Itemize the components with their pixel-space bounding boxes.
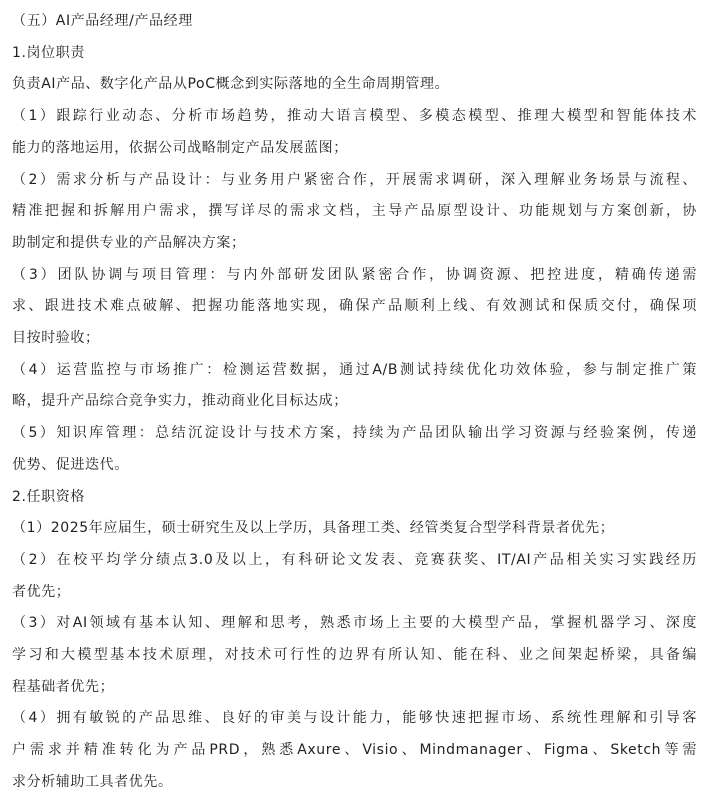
paragraph-line: （1）2025年应届生，硕士研究生及以上学历，具备理工类、经管类复合型学科背景者优先；: [12, 520, 615, 537]
qualification-item-2: [12, 545, 697, 608]
responsibility-item-5: [12, 418, 697, 481]
responsibilities-heading: 1.岗位职责: [12, 44, 85, 61]
responsibility-item-2: [12, 165, 697, 260]
paragraph-line: 求、跟进技术难点破解、把握功能落地实现，确保产品顺利上线、有效测试和保质交付，确保项: [12, 298, 697, 315]
paragraph-line: （4）运营监控与市场推广：检测运营数据，通过A/B测试持续优化功效体验，参与制定推广策: [12, 361, 697, 378]
qualification-item-1: [12, 513, 697, 545]
paragraph-line: （3）团队协调与项目管理：与内外部研发团队紧密合作，协调资源、把控进度，精确传递需: [12, 266, 697, 283]
paragraph-line: （2）在校平均学分绩点3.0及以上，有科研论文发表、竞赛获奖、IT/AI产品相关实习实践经历: [12, 551, 697, 568]
paragraph-line: （5）知识库管理：总结沉淀设计与技术方案，持续为产品团队输出学习资源与经验案例，传递: [12, 425, 697, 442]
paragraph-line: 者优先；: [12, 583, 71, 600]
responsibility-item-1: [12, 101, 697, 164]
paragraph-line: （3）对AI领域有基本认知、理解和思考，熟悉市场上主要的大模型产品，掌握机器学习、深度: [12, 615, 697, 632]
paragraph-line: 求分析辅助工具者优先。: [12, 773, 173, 790]
responsibility-item-4: [12, 355, 697, 418]
qualifications-heading: 2.任职资格: [12, 488, 85, 505]
paragraph-line: 略，提升产品综合竞争实力，推动商业化目标达成；: [12, 393, 348, 410]
paragraph-line: 学习和大模型基本技术原理，对技术可行性的边界有所认知、能在科、业之间架起桥梁，具备编: [12, 647, 697, 664]
paragraph-line: 目按时验收；: [12, 330, 100, 347]
qualification-item-3: [12, 608, 697, 703]
paragraph-line: 户需求并精准转化为产品PRD，熟悉Axure、Visio、Mindmanager、Figma、Sketch等需: [12, 742, 697, 759]
paragraph-line: （2）需求分析与产品设计：与业务用户紧密合作，开展需求调研，深入理解业务场景与流程、: [12, 171, 697, 188]
responsibilities-intro: 负责AI产品、数字化产品从PoC概念到实际落地的全生命周期管理。: [12, 76, 450, 93]
qualification-item-4: [12, 703, 697, 798]
paragraph-line: 精准把握和拆解用户需求，撰写详尽的需求文档，主导产品原型设计、功能规划与方案创新，协: [12, 203, 697, 220]
responsibility-item-3: [12, 260, 697, 355]
paragraph-line: 优势、促进迭代。: [12, 456, 129, 473]
paragraph-line: （1）跟踪行业动态、分析市场趋势，推动大语言模型、多模态模型、推理大模型和智能体技术: [12, 108, 697, 125]
section-title: （五）AI产品经理/产品经理: [12, 13, 193, 29]
paragraph-line: 程基础者优先；: [12, 678, 115, 695]
paragraph-line: （4）拥有敏锐的产品思维、良好的审美与设计能力，能够快速把握市场、系统性理解和引导客: [12, 710, 697, 727]
paragraph-line: 助制定和提供专业的产品解决方案；: [12, 234, 246, 251]
paragraph-line: 能力的落地运用，依据公司战略制定产品发展蓝图；: [12, 139, 348, 156]
